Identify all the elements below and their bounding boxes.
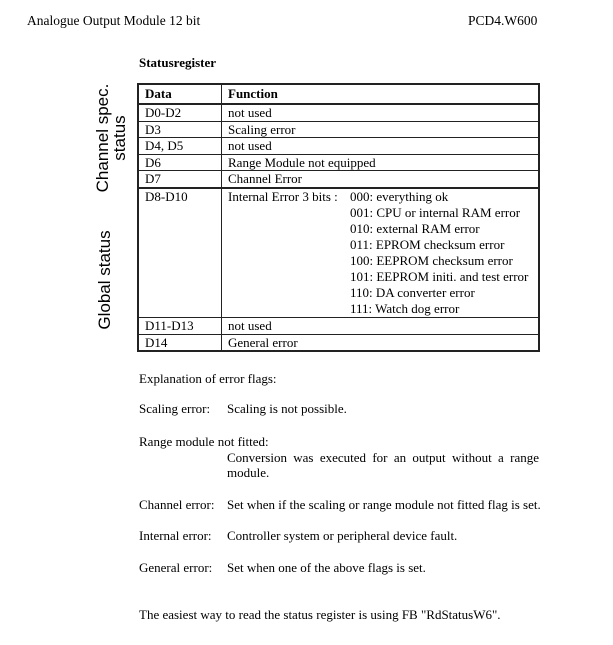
table-row xyxy=(138,121,539,138)
term-general-error: General error: xyxy=(139,560,213,575)
cell-function: not used xyxy=(222,138,540,155)
column-header-function: Function xyxy=(222,84,540,104)
internal-error-codes xyxy=(350,189,528,318)
error-code: 100: EEPROM checksum error xyxy=(350,252,513,268)
cell-function: Range Module not equipped xyxy=(222,154,540,171)
global-status-label: Global status xyxy=(95,230,114,330)
cell-data: D3 xyxy=(138,121,222,138)
cell-function: Channel Error xyxy=(222,171,540,188)
cell-function: General error xyxy=(222,334,540,351)
cell-function xyxy=(222,188,540,318)
table-row xyxy=(138,104,539,121)
table-row xyxy=(138,171,539,188)
product-code: PCD4.W600 xyxy=(468,13,538,28)
explanation-title: Explanation of error flags: xyxy=(139,371,277,386)
table-row xyxy=(138,154,539,171)
desc-scaling-error: Scaling is not possible. xyxy=(227,401,347,416)
footer-note: The easiest way to read the status register is using FB "RdStatusW6". xyxy=(139,607,501,622)
term-scaling-error: Scaling error: xyxy=(139,401,211,416)
error-code: 011: EPROM checksum error xyxy=(350,236,505,252)
error-code: 000: everything ok xyxy=(350,188,449,204)
table-header-row xyxy=(138,84,539,104)
internal-error-label: Internal Error 3 bits : xyxy=(228,188,338,204)
channel-status-label: Channel spec. status xyxy=(93,83,129,193)
desc-general-error: Set when one of the above flags is set. xyxy=(227,560,426,575)
status-register-table xyxy=(137,83,540,352)
error-code: 001: CPU or internal RAM error xyxy=(350,204,521,220)
term-internal-error: Internal error: xyxy=(139,528,212,543)
document-title: Analogue Output Module 12 bit xyxy=(27,13,201,28)
cell-data: D11-D13 xyxy=(138,318,222,335)
cell-function: not used xyxy=(222,104,540,121)
table-row xyxy=(138,334,539,351)
cell-data: D0-D2 xyxy=(138,104,222,121)
section-title: Statusregister xyxy=(139,55,217,70)
error-code: 010: external RAM error xyxy=(350,220,480,236)
cell-function: Scaling error xyxy=(222,121,540,138)
table-row-internal-error xyxy=(138,188,539,318)
table-row xyxy=(138,318,539,335)
desc-internal-error: Controller system or peripheral device fault. xyxy=(227,528,458,543)
term-range-module: Range module not fitted: xyxy=(139,434,269,449)
desc-channel-error: Set when if the scaling or range module not fitted flag is set. xyxy=(227,497,541,512)
table-row xyxy=(138,138,539,155)
term-channel-error: Channel error: xyxy=(139,497,215,512)
cell-function: not used xyxy=(222,318,540,335)
cell-data: D6 xyxy=(138,154,222,171)
cell-data: D8-D10 xyxy=(138,188,222,318)
cell-data: D4, D5 xyxy=(138,138,222,155)
error-code: 101: EEPROM initi. and test error xyxy=(350,268,529,284)
cell-data: D7 xyxy=(138,171,222,188)
cell-data: D14 xyxy=(138,334,222,351)
column-header-data: Data xyxy=(138,84,222,104)
error-code: 111: Watch dog error xyxy=(350,301,460,317)
desc-range-module: Conversion was executed for an output without a range module. xyxy=(227,450,539,480)
error-code: 110: DA converter error xyxy=(350,285,475,301)
